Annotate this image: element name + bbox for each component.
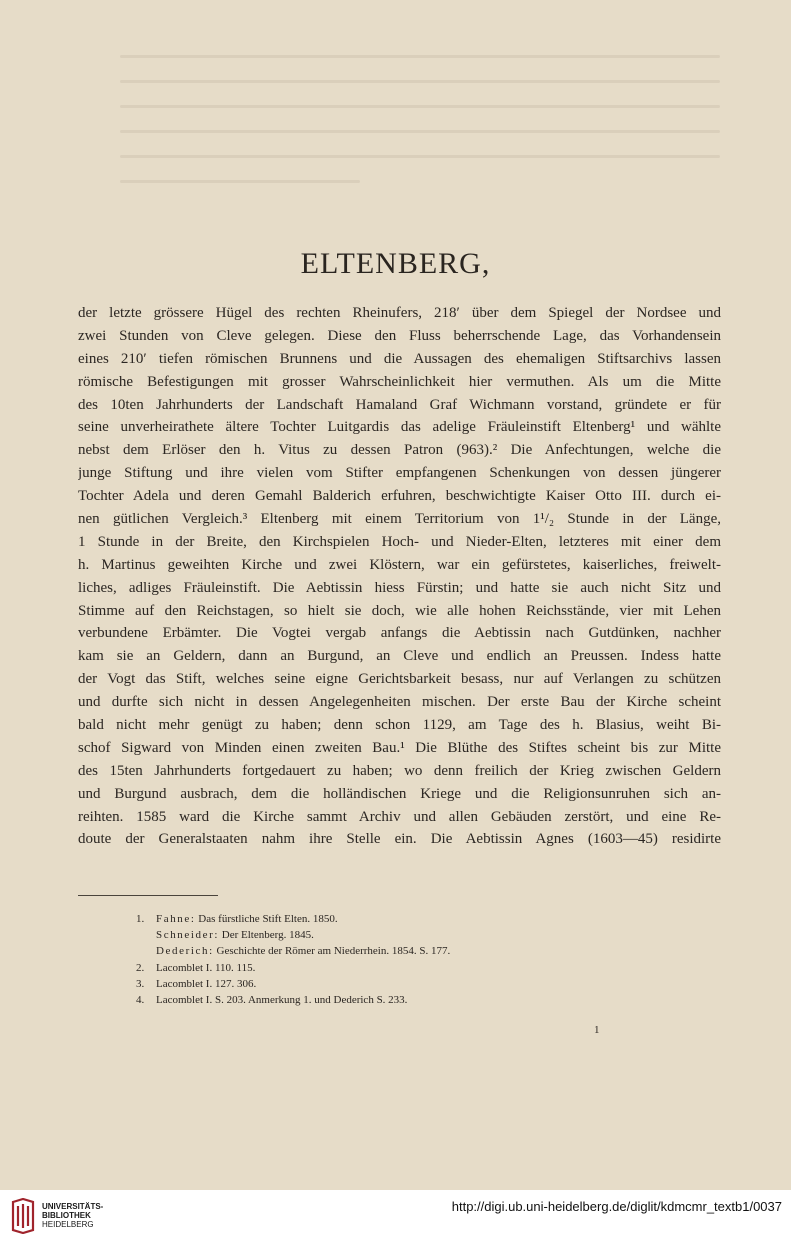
footnote-separator: [78, 895, 218, 896]
library-name: [42, 1202, 103, 1229]
body-line: der Vogt das Stift, welches seine eigne Gerichtsbarkeit besass, nur auf Verlangen zu schützen: [78, 671, 721, 688]
body-line: und durfte sich nicht in dessen Angelegenheiten mischen. Der erste Bau der Kirche scheint: [78, 694, 721, 711]
footnote-author: Schneider:: [156, 929, 220, 942]
body-text: [78, 302, 721, 851]
library-logo-icon: [10, 1198, 36, 1234]
footnote-number: 1.: [136, 913, 145, 925]
footnote-text: Das fürstliche Stift Elten. 1850.: [198, 913, 338, 925]
body-line: doute der Generalstaaten nahm ihre Stelle ein. Die Aebtissin Agnes (1603—45) residirte: [78, 831, 721, 848]
footnote-number: 2.: [136, 961, 145, 974]
footnote: [136, 911, 636, 927]
bleed-through-text: [120, 55, 720, 205]
body-line: eines 210′ tiefen römischen Brunnens und die Aussagen des ehemaligen Stiftsarchivs lassen: [78, 350, 721, 367]
body-line: nebst dem Erlöser den h. Vitus zu dessen Patron (963).² Die Anfechtungen, welche die: [78, 442, 721, 459]
library-name-line: UNIVERSITÄTS-: [42, 1202, 104, 1211]
body-line: bald nicht mehr genügt zu haben; denn schon 1129, am Tage des h. Blasius, weiht Bi-: [78, 717, 721, 734]
footnote: [136, 960, 636, 976]
footnote-author: Dederich:: [156, 945, 214, 958]
footnote: [136, 976, 636, 992]
body-line: kam sie an Geldern, dann an Burgund, an Cleve und endlich an Preussen. Indess hatte: [78, 648, 721, 665]
footnote-text: Geschichte der Römer am Niederrhein. 1854. S. 177.: [216, 945, 451, 958]
footnotes: [136, 911, 636, 1008]
page-number: 1: [594, 1024, 600, 1036]
body-line: junge Stiftung und ihre vielen vom Stifter empfangenen Schenkungen von dessen jüngerer: [78, 465, 721, 482]
body-line: schof Sigward von Minden einen zweiten Bau.¹ Die Blüthe des Stiftes scheint bis zur Mitte: [78, 739, 721, 756]
footnote: [136, 927, 636, 943]
body-line: verbundene Erbämter. Die Vogtei vergab anfangs die Aebtissin nach Gutdünken, nachher: [78, 625, 721, 642]
footnote-text: Lacomblet I. S. 203. Anmerkung 1. und Dederich S. 233.: [156, 994, 408, 1007]
body-line: Tochter Adela und deren Gemahl Balderich erfuhren, beschwichtigte Kaiser Otto III. durch ei-: [78, 488, 721, 505]
library-name-line: HEIDELBERG: [42, 1220, 94, 1229]
body-line: römische Befestigungen mit grosser Wahrscheinlichkeit hier vermuthen. Als um die Mitte: [78, 373, 721, 390]
footnote-text: Lacomblet I. 110. 115.: [156, 961, 256, 974]
body-line: nen gütlichen Vergleich.³ Eltenberg mit einem Territorium von 1¹/₂ Stunde in der Länge,: [78, 511, 721, 528]
body-line: der letzte grössere Hügel des rechten Rheinufers, 218′ über dem Spiegel der Nordsee und: [78, 305, 721, 321]
body-line: h. Martinus geweihten Kirche und zwei Klöstern, war ein gefürstetes, kaiserliches, freiwelt-: [78, 556, 721, 573]
body-line: zwei Stunden von Cleve gelegen. Diese den Fluss beherrschende Lage, das Vorhandensein: [78, 327, 721, 344]
body-line: reihten. 1585 ward die Kirche sammt Archiv und allen Gebäuden zerstört, und eine Re-: [78, 808, 721, 825]
footnote: [136, 992, 636, 1008]
body-line: des 15ten Jahrhunderts fortgedauert zu haben; wo denn freilich der Krieg zwischen Geldern: [78, 762, 721, 779]
footnote: [136, 943, 636, 959]
body-line: Stimme auf den Reichstagen, so hielt sie doch, wie alle hohen Reichsstände, vier mit Lehen: [78, 602, 721, 619]
footnote-author: Fahne:: [156, 913, 196, 925]
body-line: 1 Stunde in der Breite, den Kirchspielen Hoch- und Nieder-Elten, letzteres mit einer dem: [78, 533, 721, 550]
footnote-number: 4.: [136, 994, 145, 1007]
body-line: liches, adliges Fräuleinstift. Die Aebtissin hiess Fürstin; und hatte sie auch nicht Sitz und: [78, 579, 721, 596]
page-url-link[interactable]: http://digi.ub.uni-heidelberg.de/diglit/kdmcmr_textb1/0037: [451, 1199, 782, 1214]
body-line: seine unverheirathete ältere Tochter Luitgardis das adelige Fräuleinstift Eltenberg¹ und wählte: [78, 419, 721, 436]
body-line: und Burgund ausbrach, dem die holländischen Kriege und die Religionsunruhen sich an-: [78, 785, 721, 802]
footnote-number: 3.: [136, 977, 145, 990]
library-name-line: BIBLIOTHEK: [42, 1211, 91, 1220]
footnote-text: Lacomblet I. 127. 306.: [156, 977, 257, 990]
page-title: ELTENBERG,: [300, 247, 491, 280]
body-line: des 10ten Jahrhunderts der Landschaft Hamaland Graf Wichmann vorstand, gründete er für: [78, 396, 721, 413]
footnote-text: Der Eltenberg. 1845.: [221, 929, 314, 942]
